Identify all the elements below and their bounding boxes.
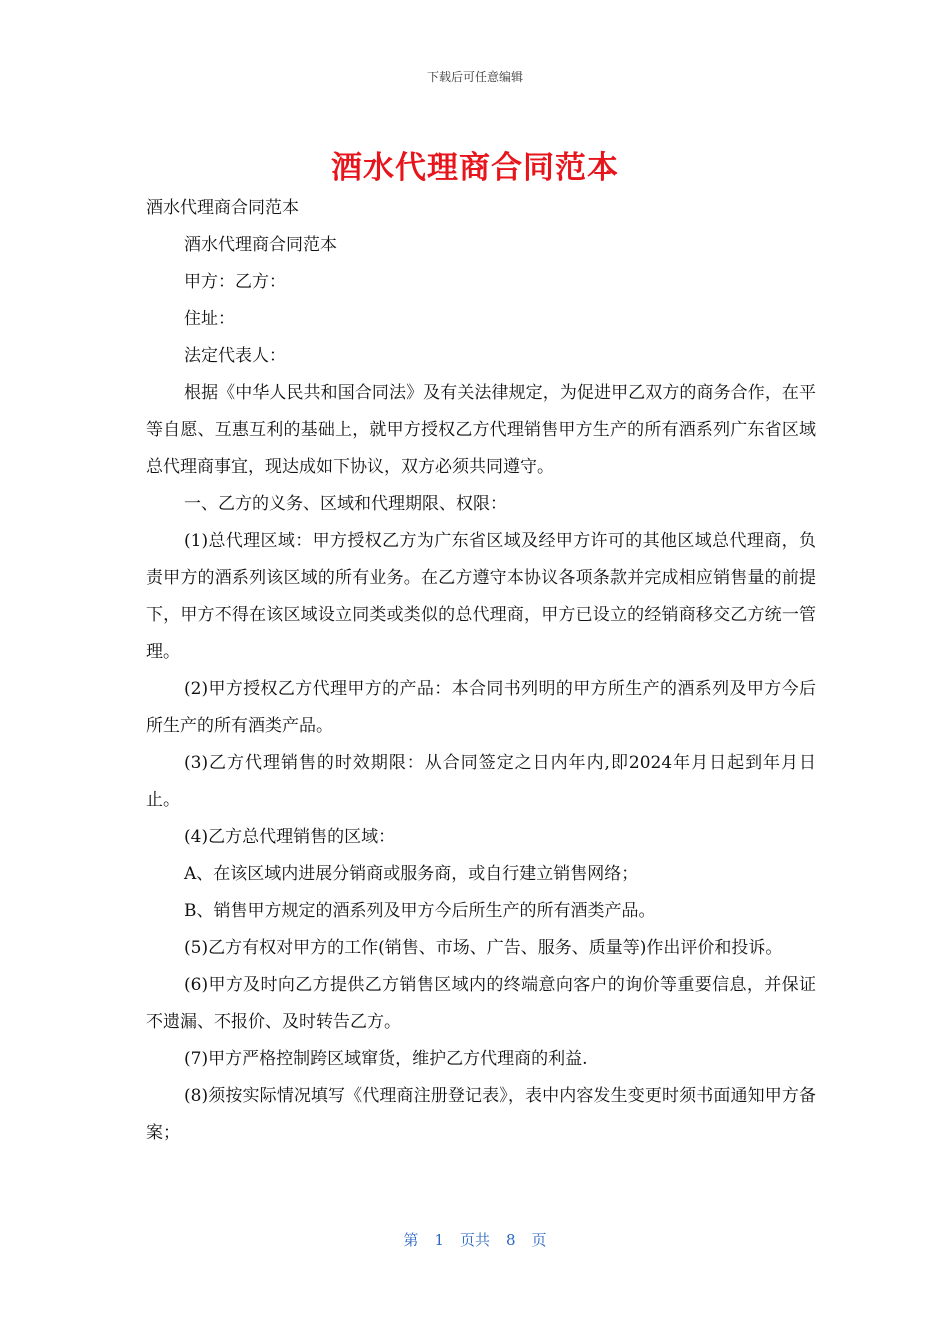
document-body <box>146 190 816 1152</box>
page-footer <box>0 1229 950 1250</box>
paragraph: (8)须按实际情况填写《代理商注册登记表》，表中内容发生变更时须书面通知甲方备案； <box>146 1086 816 1143</box>
paragraph: 甲方：乙方： <box>184 272 286 292</box>
footer-total-pages: 8 <box>506 1231 516 1249</box>
paragraph: A、在该区域内进展分销商或服务商，或自行建立销售网络； <box>184 864 639 884</box>
paragraph: (7)甲方严格控制跨区域窜货，维护乙方代理商的利益. <box>184 1049 588 1069</box>
paragraph: (1)总代理区域：甲方授权乙方为广东省区域及经甲方许可的其他区域总代理商，负责甲方的酒系列该区域的所有业务。在乙方遵守本协议各项条款并完成相应销售量的前提下，甲方不得在该区域设立同类或类似的总代理商，甲方已设立的经销商移交乙方统一管理。 <box>146 531 816 662</box>
footer-page-prefix: 第 <box>403 1231 419 1249</box>
paragraph: 酒水代理商合同范本 <box>146 198 299 218</box>
paragraph: (3)乙方代理销售的时效期限：从合同签定之日内年内,即2024年月日起到年月日止。 <box>146 753 816 810</box>
paragraph: 根据《中华人民共和国合同法》及有关法律规定，为促进甲乙双方的商务合作，在平等自愿、互惠互利的基础上，就甲方授权乙方代理销售甲方生产的所有酒系列广东省区域总代理商事宜，现达成如下协议，双方必须共同遵守。 <box>146 383 816 477</box>
footer-page-suffix: 页 <box>531 1231 547 1249</box>
paragraph: 住址： <box>184 309 235 329</box>
footer-page-middle: 页共 <box>459 1231 490 1249</box>
paragraph: 法定代表人： <box>184 346 286 366</box>
paragraph: (6)甲方及时向乙方提供乙方销售区域内的终端意向客户的询价等重要信息，并保证不遗漏、不报价、及时转告乙方。 <box>146 975 816 1032</box>
document-title: 酒水代理商合同范本 <box>331 150 619 186</box>
paragraph: (2)甲方授权乙方代理甲方的产品：本合同书列明的甲方所生产的酒系列及甲方今后所生产的所有酒类产品。 <box>146 679 816 736</box>
paragraph: (4)乙方总代理销售的区域： <box>184 827 396 847</box>
header-note: 下载后可任意编辑 <box>426 70 523 84</box>
paragraph: B、销售甲方规定的酒系列及甲方今后所生产的所有酒类产品。 <box>184 901 656 921</box>
paragraph: (5)乙方有权对甲方的工作(销售、市场、广告、服务、质量等)作出评价和投诉。 <box>184 938 783 958</box>
paragraph: 酒水代理商合同范本 <box>184 235 337 255</box>
footer-page-number: 1 <box>434 1231 444 1249</box>
paragraph: 一、乙方的义务、区域和代理期限、权限： <box>184 494 507 514</box>
